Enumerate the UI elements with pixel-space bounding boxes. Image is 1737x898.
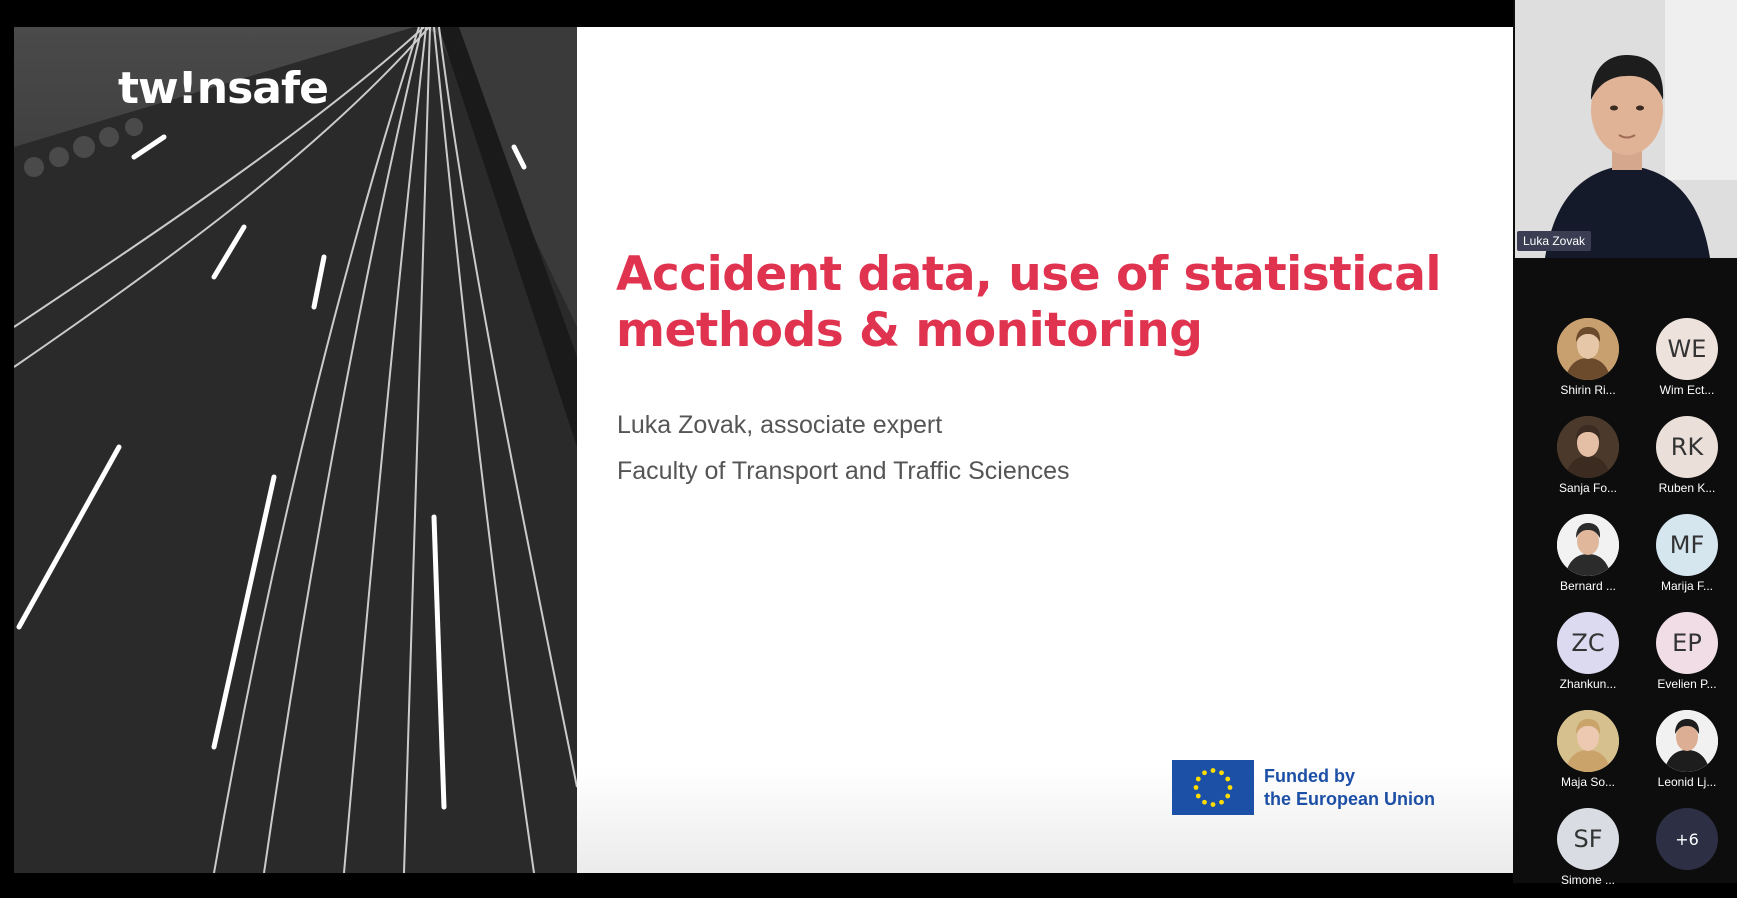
twinsafe-logo: tw!nsafe	[118, 63, 328, 114]
eu-funding-line-2: the European Union	[1264, 789, 1435, 809]
affiliation-line: Faculty of Transport and Traffic Sciences	[617, 457, 1070, 485]
participant-tile[interactable]	[1637, 416, 1737, 506]
participant-name: Zhankun...	[1559, 677, 1617, 691]
highway-photo	[14, 27, 577, 873]
participant-name: Shirin Ri...	[1560, 383, 1616, 397]
participant-initials-avatar: ZC	[1557, 612, 1619, 674]
participant-tile[interactable]	[1637, 612, 1737, 702]
slide-title-line-1: Accident data, use of statistical	[616, 247, 1442, 302]
more-participants-button[interactable]	[1637, 808, 1737, 898]
participant-initials-avatar: SF	[1557, 808, 1619, 870]
slide-title	[616, 247, 1476, 359]
slide-title-line-2: methods & monitoring	[616, 303, 1203, 358]
participant-initials-avatar: MF	[1656, 514, 1718, 576]
participant-tile[interactable]	[1538, 318, 1638, 408]
participant-tile[interactable]	[1637, 318, 1737, 408]
eu-flag-icon	[1172, 760, 1254, 815]
highway-lines-graphic	[14, 27, 577, 873]
presentation-slide	[14, 27, 1513, 873]
participant-name: Wim Ect...	[1659, 383, 1715, 397]
participant-name: Simone ...	[1560, 873, 1616, 887]
participant-name: Marija F...	[1660, 579, 1713, 593]
participant-name: Bernard ...	[1559, 579, 1617, 593]
eu-funding-line-1: Funded by	[1264, 766, 1355, 786]
participant-tile[interactable]	[1538, 514, 1638, 604]
participant-tile[interactable]	[1538, 710, 1638, 800]
participants-panel	[1513, 0, 1737, 887]
participant-name: Evelien P...	[1657, 677, 1717, 691]
participant-photo-avatar	[1557, 710, 1619, 772]
participant-tile[interactable]	[1637, 514, 1737, 604]
presenter-line: Luka Zovak, associate expert	[617, 411, 943, 439]
participant-photo-avatar	[1557, 514, 1619, 576]
participant-name: Ruben K...	[1658, 481, 1716, 495]
participant-name: Maja So...	[1560, 775, 1616, 789]
participant-tile[interactable]	[1538, 808, 1638, 898]
participant-initials-avatar: RK	[1656, 416, 1718, 478]
presenter-video-icon	[1515, 0, 1737, 258]
participant-tile[interactable]	[1538, 612, 1638, 702]
presenter-name-tag: Luka Zovak	[1517, 231, 1591, 251]
participant-photo-avatar	[1557, 416, 1619, 478]
eu-funding-label	[1264, 765, 1435, 811]
participant-photo-avatar	[1557, 318, 1619, 380]
participant-photo-avatar	[1656, 710, 1718, 772]
participant-name: Sanja Fo...	[1558, 481, 1618, 495]
participant-tile[interactable]	[1637, 710, 1737, 800]
presenter-video-tile[interactable]	[1515, 0, 1737, 258]
participant-tile[interactable]	[1538, 416, 1638, 506]
participant-initials-avatar: EP	[1656, 612, 1718, 674]
participant-initials-avatar: WE	[1656, 318, 1718, 380]
more-participants-count: +6	[1656, 808, 1718, 870]
participant-name: Leonid Lj...	[1657, 775, 1717, 789]
